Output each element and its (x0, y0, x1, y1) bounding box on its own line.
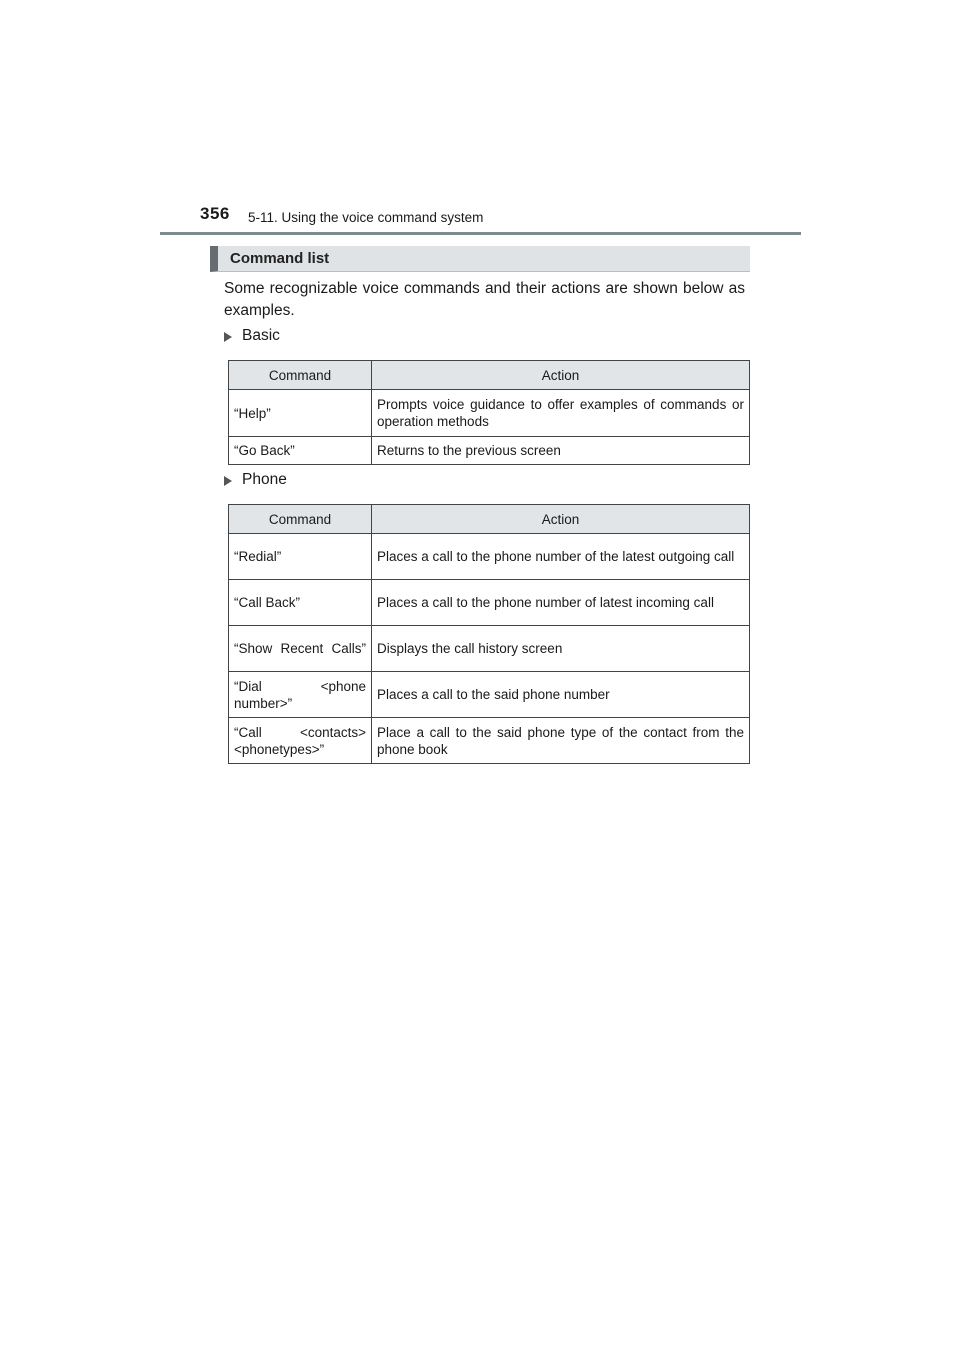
phone-command-table (228, 504, 750, 764)
table-row (229, 626, 750, 672)
subheading-basic (224, 327, 280, 345)
command-cell: “Dial <phone number>” (229, 672, 372, 718)
action-cell: Places a call to the phone number of the latest outgoing call (372, 534, 750, 580)
triangle-bullet-icon (224, 476, 232, 486)
page-number: 356 (200, 204, 230, 223)
table-header-row (229, 505, 750, 534)
section-heading-bar (210, 246, 750, 272)
action-cell: Place a call to the said phone type of the contact from the phone book (372, 718, 750, 764)
action-cell: Returns to the previous screen (372, 437, 750, 465)
table-row (229, 534, 750, 580)
table-row (229, 672, 750, 718)
table-header-row (229, 361, 750, 390)
subheading-basic-label: Basic (242, 327, 280, 344)
action-cell: Places a call to the phone number of latest incoming call (372, 580, 750, 626)
section-title: Command list (230, 250, 330, 267)
command-cell: “Help” (229, 390, 372, 437)
table-row (229, 390, 750, 437)
column-header-action: Action (372, 505, 750, 534)
subheading-phone-label: Phone (242, 471, 287, 488)
header-rule (160, 232, 801, 235)
column-header-command: Command (229, 505, 372, 534)
basic-command-table (228, 360, 750, 465)
table-row (229, 437, 750, 465)
subheading-phone (224, 471, 287, 489)
command-cell: “Redial” (229, 534, 372, 580)
action-cell: Prompts voice guidance to offer examples of commands or operation methods (372, 390, 750, 437)
intro-paragraph: Some recognizable voice commands and their actions are shown below as examples. (224, 280, 745, 319)
running-head: 5-11. Using the voice command system (248, 210, 484, 225)
column-header-command: Command (229, 361, 372, 390)
command-cell: “Call Back” (229, 580, 372, 626)
command-cell: “Show Recent Calls” (229, 626, 372, 672)
triangle-bullet-icon (224, 332, 232, 342)
table-row (229, 718, 750, 764)
action-cell: Displays the call history screen (372, 626, 750, 672)
command-cell: “Call <contacts> <phonetypes>” (229, 718, 372, 764)
action-cell: Places a call to the said phone number (372, 672, 750, 718)
command-cell: “Go Back” (229, 437, 372, 465)
table-row (229, 580, 750, 626)
column-header-action: Action (372, 361, 750, 390)
